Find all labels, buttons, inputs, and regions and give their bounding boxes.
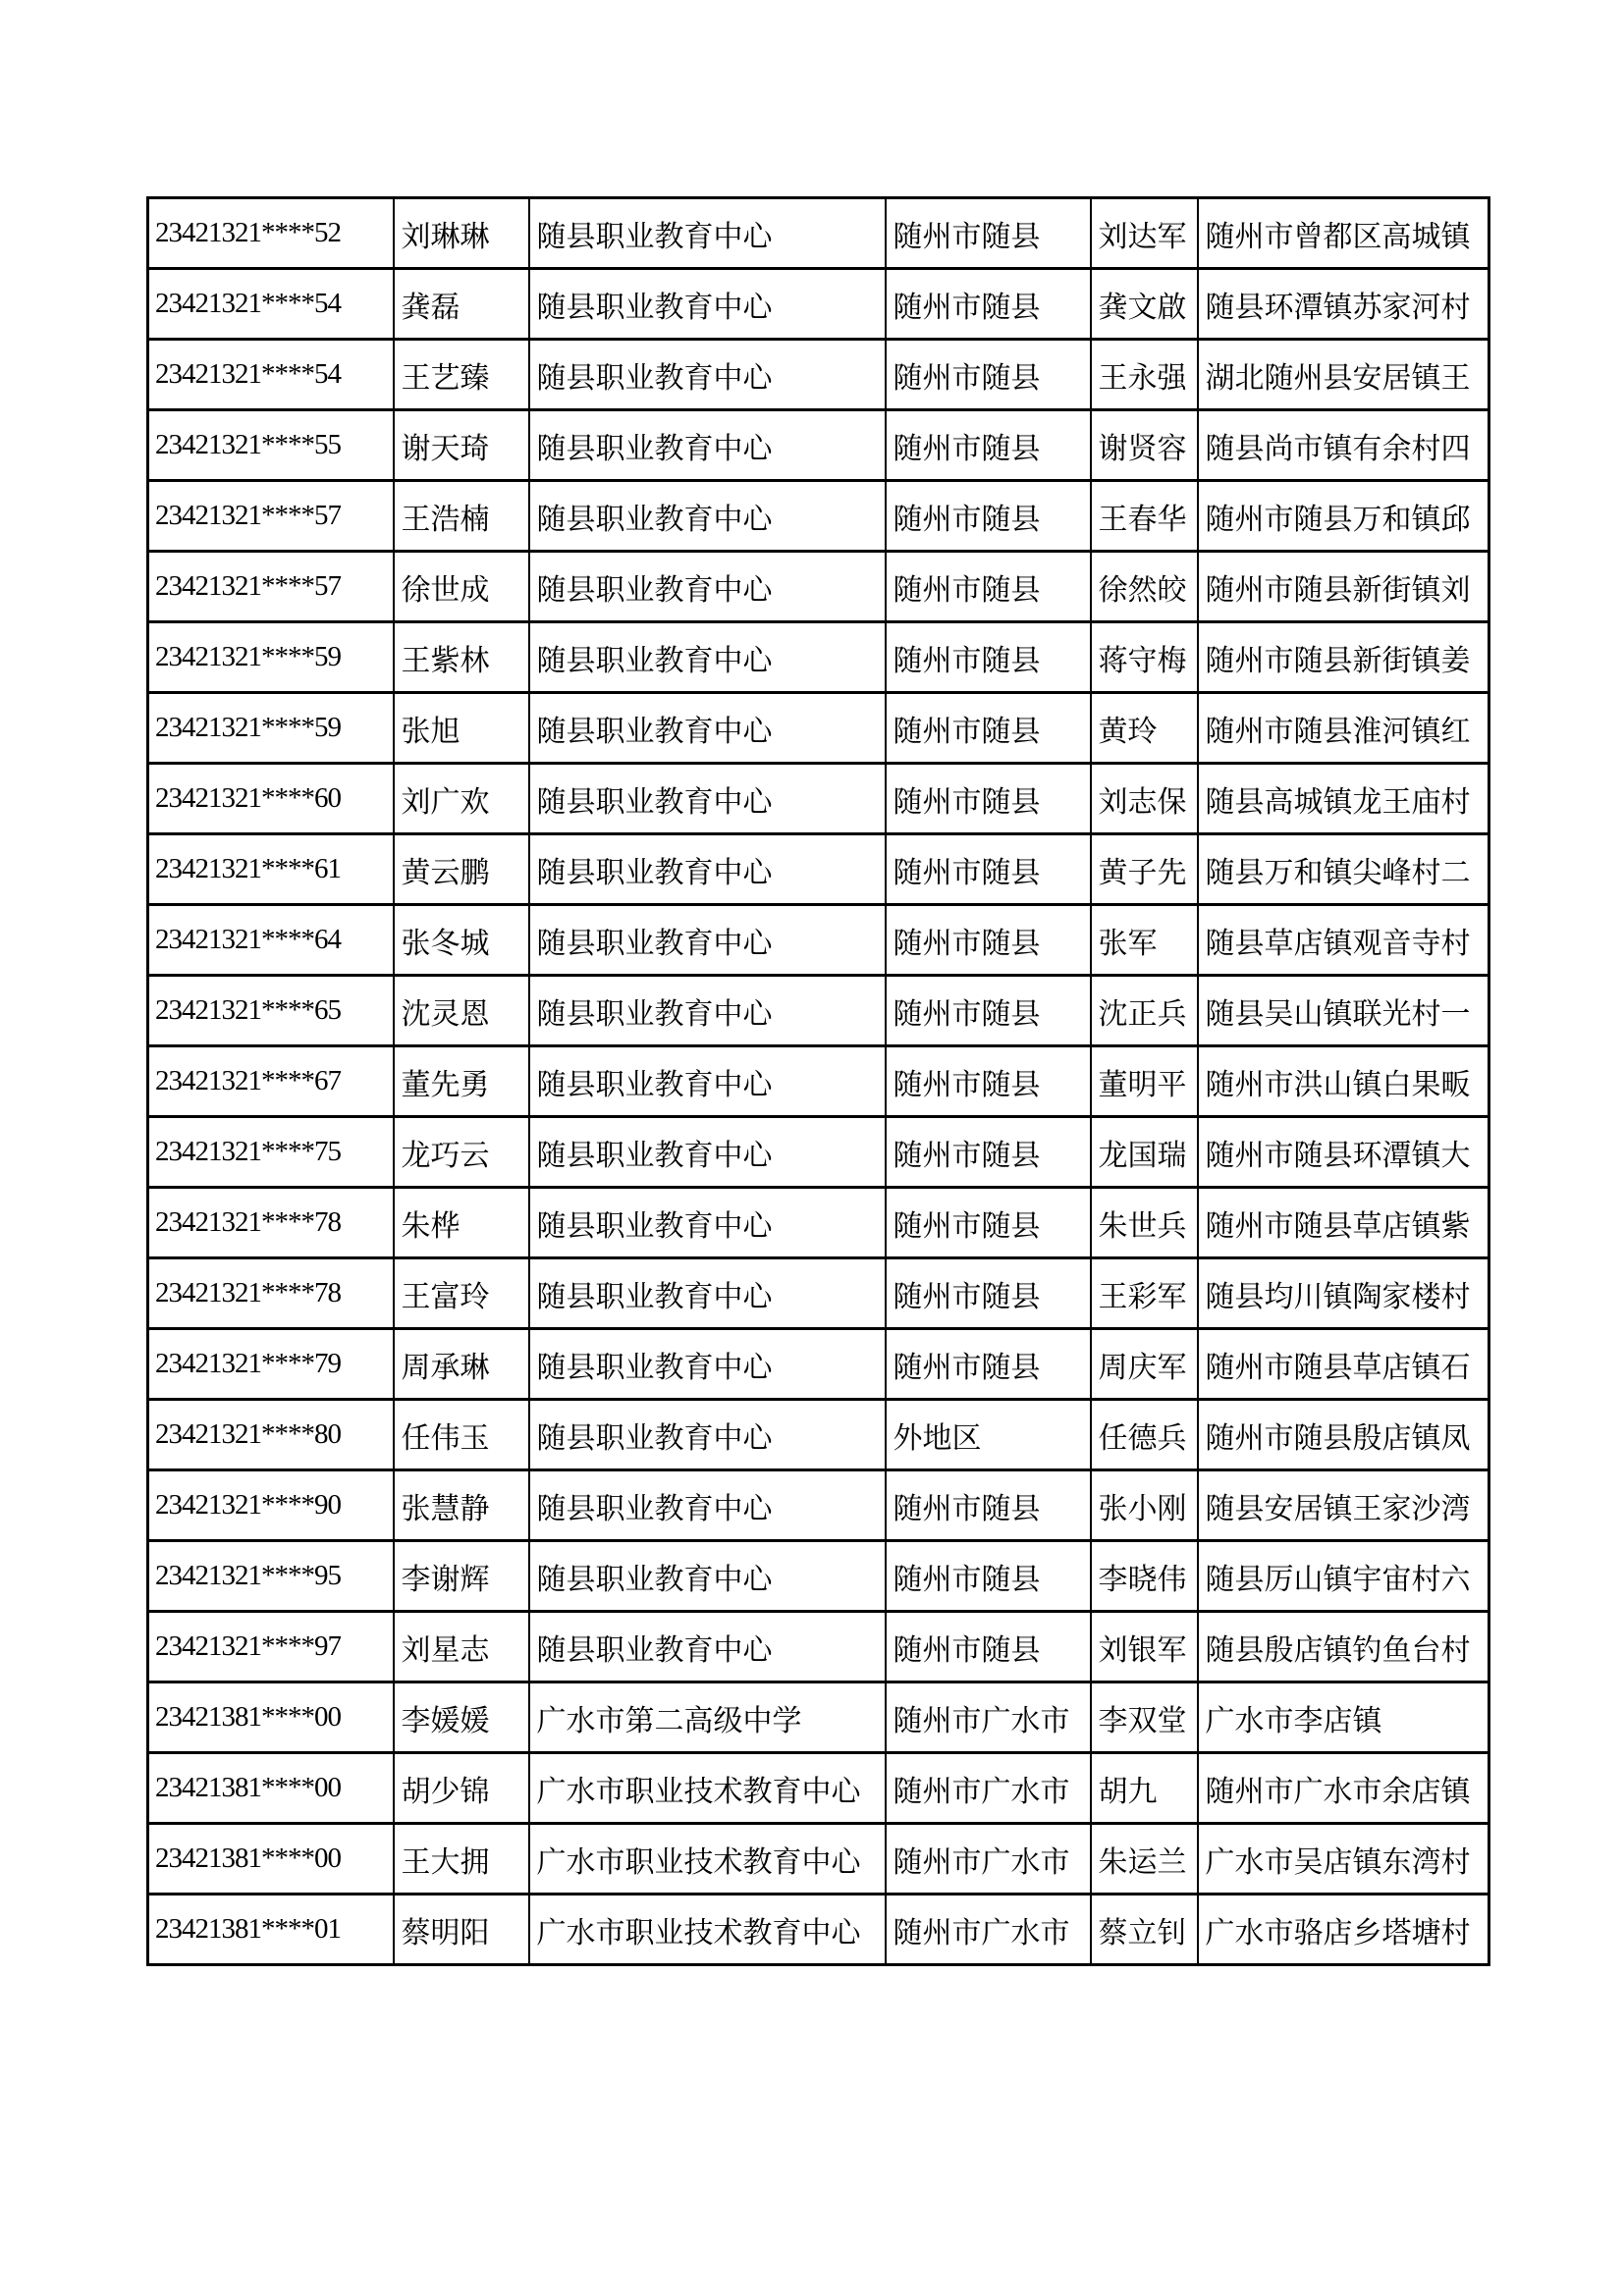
school-cell: 广水市第二高级中学 [529, 1682, 886, 1753]
region-cell: 随州市随县 [886, 410, 1091, 481]
address-cell: 随州市随县殷店镇凤 [1198, 1400, 1489, 1470]
exam-id-cell: 23421321****67 [148, 1046, 394, 1117]
student-name-cell: 李媛媛 [394, 1682, 529, 1753]
school-cell: 随县职业教育中心 [529, 410, 886, 481]
student-name-cell: 王富玲 [394, 1258, 529, 1329]
table-row [148, 1470, 1489, 1541]
address-cell: 随县厉山镇宇宙村六 [1198, 1541, 1489, 1612]
table-row [148, 1541, 1489, 1612]
exam-id-cell: 23421321****59 [148, 622, 394, 693]
exam-id-cell: 23421321****78 [148, 1188, 394, 1258]
exam-id-cell: 23421321****61 [148, 834, 394, 905]
address-cell: 随州市随县淮河镇红 [1198, 693, 1489, 764]
student-name-cell: 刘琳琳 [394, 198, 529, 269]
region-cell: 随州市广水市 [886, 1682, 1091, 1753]
address-cell: 广水市骆店乡塔塘村 [1198, 1895, 1489, 1965]
school-cell: 随县职业教育中心 [529, 1046, 886, 1117]
guardian-name-cell: 黄子先 [1091, 834, 1198, 905]
guardian-name-cell: 刘志保 [1091, 764, 1198, 834]
student-name-cell: 董先勇 [394, 1046, 529, 1117]
school-cell: 随县职业教育中心 [529, 1470, 886, 1541]
guardian-name-cell: 刘银军 [1091, 1612, 1198, 1682]
school-cell: 随县职业教育中心 [529, 622, 886, 693]
guardian-name-cell: 沈正兵 [1091, 976, 1198, 1046]
region-cell: 随州市随县 [886, 481, 1091, 552]
table-row [148, 1612, 1489, 1682]
exam-id-cell: 23421321****65 [148, 976, 394, 1046]
school-cell: 随县职业教育中心 [529, 1612, 886, 1682]
table-row [148, 834, 1489, 905]
school-cell: 随县职业教育中心 [529, 552, 886, 622]
region-cell: 随州市随县 [886, 1329, 1091, 1400]
table-row [148, 1895, 1489, 1965]
exam-id-cell: 23421321****80 [148, 1400, 394, 1470]
student-name-cell: 王大拥 [394, 1824, 529, 1895]
exam-id-cell: 23421321****60 [148, 764, 394, 834]
exam-id-cell: 23421321****57 [148, 552, 394, 622]
guardian-name-cell: 胡九 [1091, 1753, 1198, 1824]
student-name-cell: 任伟玉 [394, 1400, 529, 1470]
exam-id-cell: 23421321****78 [148, 1258, 394, 1329]
guardian-name-cell: 任德兵 [1091, 1400, 1198, 1470]
school-cell: 广水市职业技术教育中心 [529, 1753, 886, 1824]
region-cell: 随州市随县 [886, 1188, 1091, 1258]
address-cell: 随县安居镇王家沙湾 [1198, 1470, 1489, 1541]
table-row [148, 1400, 1489, 1470]
table-row [148, 764, 1489, 834]
region-cell: 随州市随县 [886, 764, 1091, 834]
region-cell: 随州市随县 [886, 905, 1091, 976]
guardian-name-cell: 张小刚 [1091, 1470, 1198, 1541]
region-cell: 随州市随县 [886, 1541, 1091, 1612]
guardian-name-cell: 徐然皎 [1091, 552, 1198, 622]
region-cell: 随州市随县 [886, 622, 1091, 693]
guardian-name-cell: 刘达军 [1091, 198, 1198, 269]
school-cell: 随县职业教育中心 [529, 1541, 886, 1612]
region-cell: 随州市随县 [886, 1117, 1091, 1188]
student-name-cell: 谢天琦 [394, 410, 529, 481]
school-cell: 随县职业教育中心 [529, 1258, 886, 1329]
school-cell: 广水市职业技术教育中心 [529, 1895, 886, 1965]
school-cell: 随县职业教育中心 [529, 1329, 886, 1400]
region-cell: 随州市随县 [886, 552, 1091, 622]
guardian-name-cell: 王永强 [1091, 340, 1198, 410]
exam-id-cell: 23421321****57 [148, 481, 394, 552]
guardian-name-cell: 董明平 [1091, 1046, 1198, 1117]
guardian-name-cell: 谢贤容 [1091, 410, 1198, 481]
address-cell: 湖北随州县安居镇王 [1198, 340, 1489, 410]
guardian-name-cell: 李双堂 [1091, 1682, 1198, 1753]
student-name-cell: 王艺臻 [394, 340, 529, 410]
table-row [148, 198, 1489, 269]
school-cell: 随县职业教育中心 [529, 269, 886, 340]
guardian-name-cell: 龚文啟 [1091, 269, 1198, 340]
address-cell: 随县均川镇陶家楼村 [1198, 1258, 1489, 1329]
exam-id-cell: 23421381****00 [148, 1682, 394, 1753]
exam-id-cell: 23421321****75 [148, 1117, 394, 1188]
exam-id-cell: 23421321****54 [148, 340, 394, 410]
exam-id-cell: 23421381****00 [148, 1753, 394, 1824]
table-row [148, 1258, 1489, 1329]
address-cell: 随州市随县万和镇邱 [1198, 481, 1489, 552]
region-cell: 随州市随县 [886, 1258, 1091, 1329]
exam-id-cell: 23421321****64 [148, 905, 394, 976]
guardian-name-cell: 周庆军 [1091, 1329, 1198, 1400]
region-cell: 随州市随县 [886, 1046, 1091, 1117]
table-row [148, 1824, 1489, 1895]
student-name-cell: 王紫林 [394, 622, 529, 693]
exam-id-cell: 23421321****97 [148, 1612, 394, 1682]
address-cell: 随县草店镇观音寺村 [1198, 905, 1489, 976]
exam-id-cell: 23421321****52 [148, 198, 394, 269]
address-cell: 随州市随县新街镇刘 [1198, 552, 1489, 622]
student-name-cell: 刘广欢 [394, 764, 529, 834]
school-cell: 随县职业教育中心 [529, 481, 886, 552]
exam-id-cell: 23421381****00 [148, 1824, 394, 1895]
table-row [148, 1329, 1489, 1400]
guardian-name-cell: 王彩军 [1091, 1258, 1198, 1329]
region-cell: 随州市随县 [886, 693, 1091, 764]
exam-id-cell: 23421321****79 [148, 1329, 394, 1400]
guardian-name-cell: 蒋守梅 [1091, 622, 1198, 693]
table-row [148, 622, 1489, 693]
region-cell: 随州市随县 [886, 1470, 1091, 1541]
guardian-name-cell: 王春华 [1091, 481, 1198, 552]
student-table [146, 196, 1490, 1966]
table-row [148, 976, 1489, 1046]
guardian-name-cell: 李晓伟 [1091, 1541, 1198, 1612]
region-cell: 随州市广水市 [886, 1824, 1091, 1895]
table-row [148, 552, 1489, 622]
address-cell: 随州市随县草店镇紫 [1198, 1188, 1489, 1258]
table-row [148, 481, 1489, 552]
exam-id-cell: 23421321****54 [148, 269, 394, 340]
table-row [148, 1188, 1489, 1258]
table-row [148, 269, 1489, 340]
school-cell: 随县职业教育中心 [529, 764, 886, 834]
school-cell: 随县职业教育中心 [529, 1117, 886, 1188]
table-row [148, 1117, 1489, 1188]
address-cell: 随州市随县草店镇石 [1198, 1329, 1489, 1400]
student-name-cell: 沈灵恩 [394, 976, 529, 1046]
student-name-cell: 徐世成 [394, 552, 529, 622]
guardian-name-cell: 朱世兵 [1091, 1188, 1198, 1258]
region-cell: 随州市广水市 [886, 1753, 1091, 1824]
table-body [148, 198, 1489, 1965]
student-name-cell: 蔡明阳 [394, 1895, 529, 1965]
exam-id-cell: 23421321****90 [148, 1470, 394, 1541]
region-cell: 随州市随县 [886, 1612, 1091, 1682]
student-name-cell: 张旭 [394, 693, 529, 764]
student-name-cell: 刘星志 [394, 1612, 529, 1682]
address-cell: 随县万和镇尖峰村二 [1198, 834, 1489, 905]
region-cell: 随州市广水市 [886, 1895, 1091, 1965]
student-name-cell: 龙巧云 [394, 1117, 529, 1188]
table-row [148, 693, 1489, 764]
address-cell: 随县高城镇龙王庙村 [1198, 764, 1489, 834]
address-cell: 随州市随县新街镇姜 [1198, 622, 1489, 693]
school-cell: 广水市职业技术教育中心 [529, 1824, 886, 1895]
address-cell: 随县吴山镇联光村一 [1198, 976, 1489, 1046]
address-cell: 广水市吴店镇东湾村 [1198, 1824, 1489, 1895]
region-cell: 随州市随县 [886, 198, 1091, 269]
address-cell: 广水市李店镇 [1198, 1682, 1489, 1753]
guardian-name-cell: 朱运兰 [1091, 1824, 1198, 1895]
student-name-cell: 龚磊 [394, 269, 529, 340]
student-name-cell: 朱桦 [394, 1188, 529, 1258]
exam-id-cell: 23421381****01 [148, 1895, 394, 1965]
school-cell: 随县职业教育中心 [529, 1188, 886, 1258]
exam-id-cell: 23421321****95 [148, 1541, 394, 1612]
guardian-name-cell: 黄玲 [1091, 693, 1198, 764]
school-cell: 随县职业教育中心 [529, 905, 886, 976]
student-name-cell: 张冬城 [394, 905, 529, 976]
region-cell: 随州市随县 [886, 834, 1091, 905]
region-cell: 随州市随县 [886, 976, 1091, 1046]
student-name-cell: 李谢辉 [394, 1541, 529, 1612]
address-cell: 随州市曾都区高城镇 [1198, 198, 1489, 269]
address-cell: 随县尚市镇有余村四 [1198, 410, 1489, 481]
guardian-name-cell: 蔡立钊 [1091, 1895, 1198, 1965]
exam-id-cell: 23421321****55 [148, 410, 394, 481]
student-name-cell: 周承琳 [394, 1329, 529, 1400]
guardian-name-cell: 龙国瑞 [1091, 1117, 1198, 1188]
region-cell: 随州市随县 [886, 269, 1091, 340]
table-row [148, 905, 1489, 976]
address-cell: 随县殷店镇钓鱼台村 [1198, 1612, 1489, 1682]
table-row [148, 340, 1489, 410]
table-row [148, 410, 1489, 481]
school-cell: 随县职业教育中心 [529, 340, 886, 410]
region-cell: 随州市随县 [886, 340, 1091, 410]
school-cell: 随县职业教育中心 [529, 693, 886, 764]
table-row [148, 1682, 1489, 1753]
school-cell: 随县职业教育中心 [529, 976, 886, 1046]
school-cell: 随县职业教育中心 [529, 834, 886, 905]
school-cell: 随县职业教育中心 [529, 198, 886, 269]
school-cell: 随县职业教育中心 [529, 1400, 886, 1470]
student-name-cell: 黄云鹏 [394, 834, 529, 905]
student-name-cell: 王浩楠 [394, 481, 529, 552]
address-cell: 随州市洪山镇白果畈 [1198, 1046, 1489, 1117]
region-cell: 外地区 [886, 1400, 1091, 1470]
exam-id-cell: 23421321****59 [148, 693, 394, 764]
address-cell: 随州市广水市余店镇 [1198, 1753, 1489, 1824]
address-cell: 随县环潭镇苏家河村 [1198, 269, 1489, 340]
student-name-cell: 张慧静 [394, 1470, 529, 1541]
guardian-name-cell: 张军 [1091, 905, 1198, 976]
address-cell: 随州市随县环潭镇大 [1198, 1117, 1489, 1188]
student-name-cell: 胡少锦 [394, 1753, 529, 1824]
table-row [148, 1046, 1489, 1117]
table-row [148, 1753, 1489, 1824]
